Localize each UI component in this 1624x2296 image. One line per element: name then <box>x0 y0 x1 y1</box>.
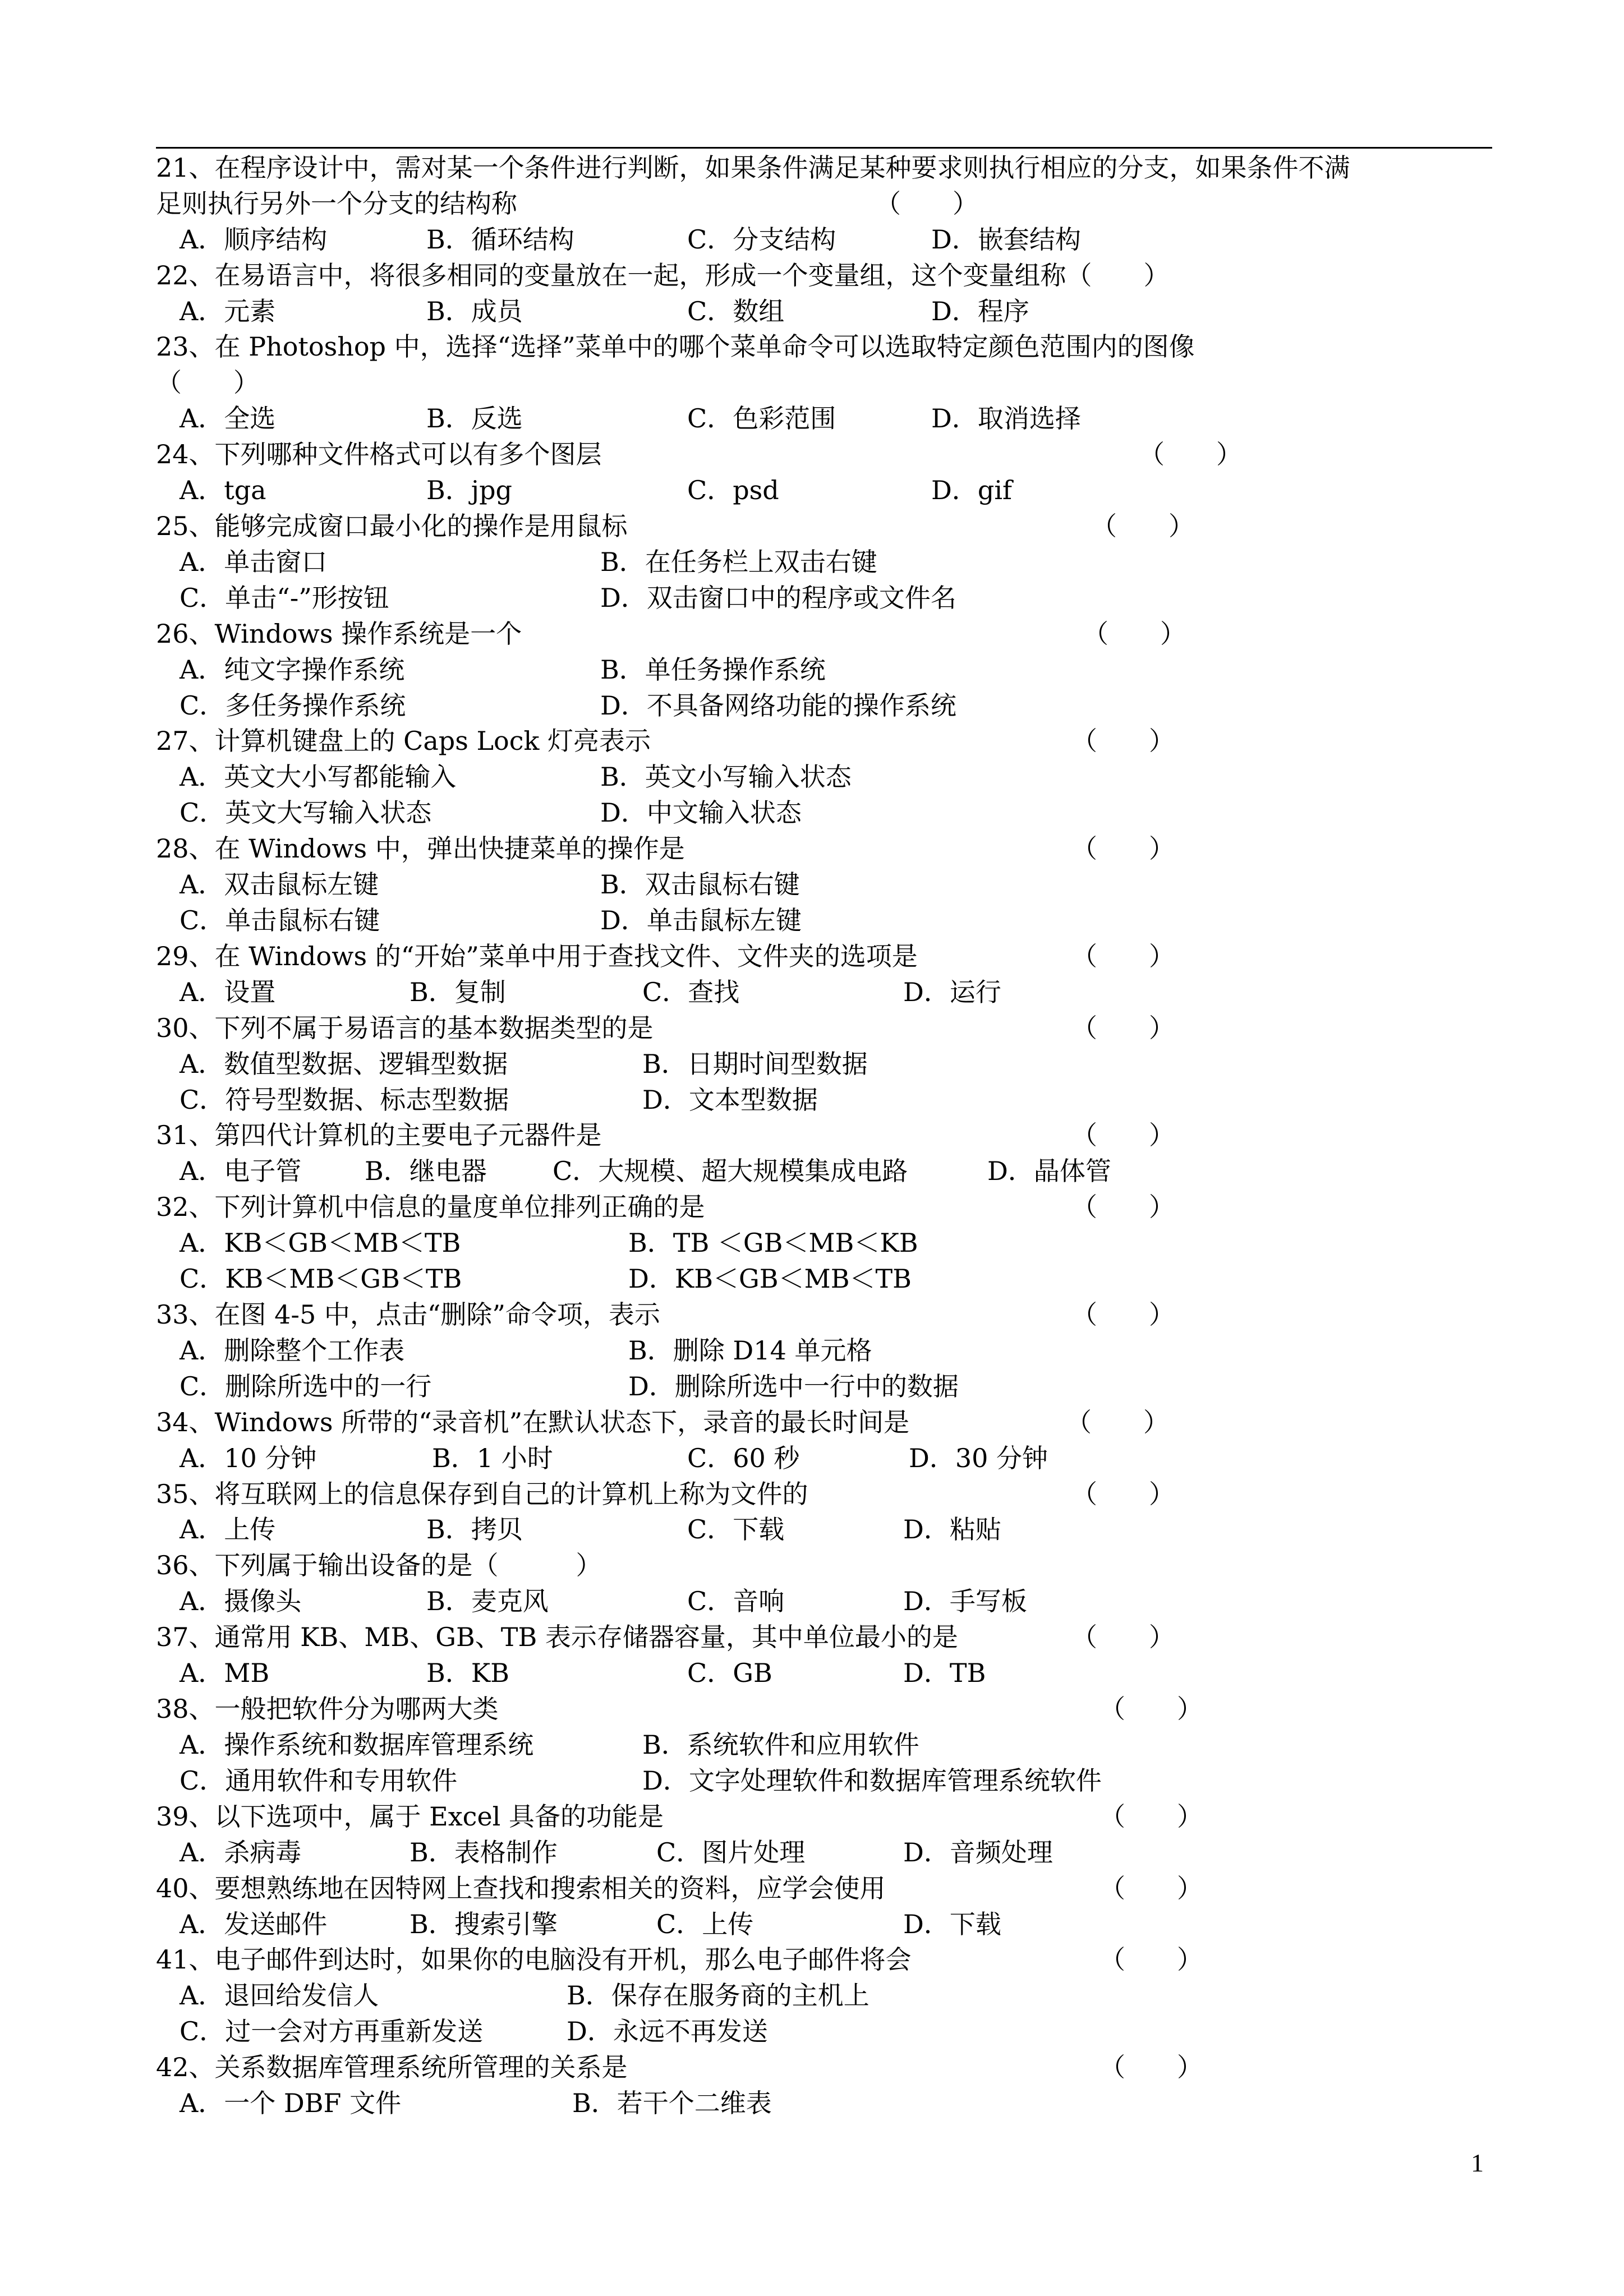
answer-option: B．jpg <box>426 475 512 505</box>
question-stem: 34、Windows 所带的“录音机”在默认状态下，录音的最长时间是 <box>156 1407 910 1437</box>
answer-option: A．KB＜GB＜MB＜TB <box>180 1228 461 1258</box>
answer-option: D．中文输入状态 <box>600 797 802 828</box>
answer-option: A．MB <box>180 1658 270 1688</box>
header-rule <box>156 147 1492 149</box>
answer-option: C．数组 <box>687 296 785 326</box>
answer-option: D．双击窗口中的程序或文件名 <box>600 583 956 613</box>
question-stem: 29、在 Windows 的“开始”菜单中用于查找文件、文件夹的选项是 <box>156 941 918 971</box>
answer-option: C．音响 <box>687 1586 785 1616</box>
answer-option: C．删除所选中的一行 <box>180 1371 432 1401</box>
answer-option: C．分支结构 <box>687 224 836 255</box>
answer-option: D．文字处理软件和数据库管理系统软件 <box>642 1765 1102 1796</box>
page-number: 1 <box>1471 2149 1484 2177</box>
answer-option: A．杀病毒 <box>180 1837 302 1868</box>
answer-option: B．若干个二维表 <box>572 2088 772 2118</box>
answer-blank: （ ） <box>1099 1801 1203 1832</box>
answer-option: B．KB <box>426 1658 509 1688</box>
answer-blank: （ ） <box>1071 1120 1175 1150</box>
answer-option: D．文本型数据 <box>642 1085 818 1115</box>
answer-option: C．单击“-”形按钮 <box>180 583 389 613</box>
answer-blank: （ ） <box>1083 619 1186 649</box>
answer-blank: （ ） <box>1071 833 1175 864</box>
answer-option: A．删除整个工作表 <box>180 1335 405 1366</box>
question-stem: 39、以下选项中，属于 Excel 具备的功能是 <box>156 1801 664 1832</box>
answer-option: B．保存在服务商的主机上 <box>567 1980 869 2011</box>
answer-option: C．psd <box>687 475 779 505</box>
answer-blank: （ ） <box>1099 1944 1203 1975</box>
answer-option: A．摄像头 <box>180 1586 302 1616</box>
answer-option: A．操作系统和数据库管理系统 <box>180 1730 534 1760</box>
answer-option: D．永远不再发送 <box>567 2016 768 2046</box>
answer-option: D．下载 <box>903 1909 1001 1939</box>
answer-option: D．单击鼠标左键 <box>600 905 802 935</box>
answer-option: D．TB <box>903 1658 986 1688</box>
question-stem: 23、在 Photoshop 中，选择“选择”菜单中的哪个菜单命令可以选取特定颜色范围内的图像 <box>156 331 1195 362</box>
answer-option: A．10 分钟 <box>180 1443 317 1473</box>
answer-option: B．反选 <box>426 403 523 434</box>
answer-option: B．在任务栏上双击右键 <box>600 547 877 577</box>
answer-option: D．嵌套结构 <box>931 224 1081 255</box>
answer-blank: （ ） <box>1099 1873 1203 1903</box>
answer-option: B．循环结构 <box>426 224 574 255</box>
answer-option: A．纯文字操作系统 <box>180 654 405 685</box>
question-stem: 25、能够完成窗口最小化的操作是用鼠标 <box>156 511 628 541</box>
answer-option: A．退回给发信人 <box>180 1980 379 2011</box>
answer-blank: （ ） <box>875 188 978 219</box>
question-stem: 37、通常用 KB、MB、GB、TB 表示存储器容量，其中单位最小的是 <box>156 1622 958 1652</box>
answer-option: D．音频处理 <box>903 1837 1053 1868</box>
answer-option: A．顺序结构 <box>180 224 328 255</box>
answer-option: C．KB＜MB＜GB＜TB <box>180 1264 462 1294</box>
answer-option: A．双击鼠标左键 <box>180 869 379 900</box>
answer-option: D．gif <box>931 475 1013 505</box>
answer-blank: （ ） <box>1139 439 1242 469</box>
answer-option: B．1 小时 <box>432 1443 553 1473</box>
question-stem: 31、第四代计算机的主要电子元器件是 <box>156 1120 602 1150</box>
question-stem: 24、下列哪种文件格式可以有多个图层 <box>156 439 602 469</box>
question-stem: 22、在易语言中，将很多相同的变量放在一起，形成一个变量组，这个变量组称（ ） <box>156 260 1170 291</box>
question-stem: 38、一般把软件分为哪两大类 <box>156 1694 499 1724</box>
answer-option: A．一个 DBF 文件 <box>180 2088 402 2118</box>
answer-option: B．日期时间型数据 <box>642 1049 868 1079</box>
question-stem: 27、计算机键盘上的 Caps Lock 灯亮表示 <box>156 726 651 756</box>
answer-blank: （ ） <box>1071 1479 1175 1509</box>
answer-option: C．通用软件和专用软件 <box>180 1765 458 1796</box>
answer-blank: （ ） <box>1071 941 1175 971</box>
question-stem: 32、下列计算机中信息的量度单位排列正确的是 <box>156 1192 705 1222</box>
answer-option: C．色彩范围 <box>687 403 836 434</box>
answer-blank: （ ） <box>1099 1694 1203 1724</box>
answer-option: A．电子管 <box>180 1156 302 1186</box>
answer-option: D．30 分钟 <box>909 1443 1048 1473</box>
question-stem: 41、电子邮件到达时，如果你的电脑没有开机，那么电子邮件将会 <box>156 1944 912 1975</box>
answer-option: B．删除 D14 单元格 <box>628 1335 872 1366</box>
answer-option: A．全选 <box>180 403 276 434</box>
question-stem: 42、关系数据库管理系统所管理的关系是 <box>156 2052 628 2082</box>
answer-option: B．搜索引擎 <box>410 1909 558 1939</box>
answer-option: A．上传 <box>180 1514 276 1545</box>
question-stem: 足则执行另外一个分支的结构称 <box>156 188 517 219</box>
question-stem: 26、Windows 操作系统是一个 <box>156 619 522 649</box>
answer-option: C．符号型数据、标志型数据 <box>180 1085 509 1115</box>
answer-option: D．删除所选中一行中的数据 <box>628 1371 959 1401</box>
answer-option: C．上传 <box>656 1909 754 1939</box>
answer-option: B．单任务操作系统 <box>600 654 826 685</box>
question-stem: 33、在图 4-5 中，点击“删除”命令项，表示 <box>156 1299 660 1330</box>
question-stem: 28、在 Windows 中，弹出快捷菜单的操作是 <box>156 833 685 864</box>
answer-option: A．单击窗口 <box>180 547 328 577</box>
answer-option: B．系统软件和应用软件 <box>642 1730 919 1760</box>
answer-option: B．复制 <box>410 977 506 1007</box>
answer-option: B．TB ＜GB＜MB＜KB <box>628 1228 918 1258</box>
answer-option: D．取消选择 <box>931 403 1081 434</box>
answer-option: A．元素 <box>180 296 276 326</box>
question-stem: 30、下列不属于易语言的基本数据类型的是 <box>156 1013 654 1043</box>
answer-option: C．60 秒 <box>687 1443 800 1473</box>
answer-option: D．晶体管 <box>987 1156 1111 1186</box>
answer-option: B．拷贝 <box>426 1514 523 1545</box>
question-stem: 21、在程序设计中，需对某一个条件进行判断，如果条件满足某种要求则执行相应的分支，如果条件不满 <box>156 153 1350 183</box>
question-stem: 36、下列属于输出设备的是（ ） <box>156 1550 602 1580</box>
answer-option: B．表格制作 <box>410 1837 558 1868</box>
answer-option: C．大规模、超大规模集成电路 <box>553 1156 908 1186</box>
answer-blank: （ ） <box>1091 511 1194 541</box>
question-stem: （ ） <box>156 367 259 398</box>
answer-option: C．英文大写输入状态 <box>180 797 432 828</box>
question-stem: 40、要想熟练地在因特网上查找和搜索相关的资料，应学会使用 <box>156 1873 886 1903</box>
answer-option: D．运行 <box>903 977 1001 1007</box>
answer-option: C．查找 <box>642 977 740 1007</box>
answer-option: B．麦克风 <box>426 1586 549 1616</box>
answer-option: C．单击鼠标右键 <box>180 905 380 935</box>
answer-option: B．成员 <box>426 296 523 326</box>
answer-option: B．英文小写输入状态 <box>600 762 852 792</box>
answer-option: C．下载 <box>687 1514 785 1545</box>
answer-option: D．粘贴 <box>903 1514 1001 1545</box>
question-stem: 35、将互联网上的信息保存到自己的计算机上称为文件的 <box>156 1479 808 1509</box>
answer-option: A．发送邮件 <box>180 1909 328 1939</box>
answer-option: D．手写板 <box>903 1586 1027 1616</box>
answer-option: C．图片处理 <box>656 1837 806 1868</box>
answer-option: B．继电器 <box>365 1156 487 1186</box>
answer-option: D．不具备网络功能的操作系统 <box>600 690 956 721</box>
answer-option: D．KB＜GB＜MB＜TB <box>628 1264 912 1294</box>
answer-blank: （ ） <box>1071 1192 1175 1222</box>
answer-blank: （ ） <box>1071 1299 1175 1330</box>
answer-option: D．程序 <box>931 296 1029 326</box>
answer-option: C．多任务操作系统 <box>180 690 406 721</box>
answer-blank: （ ） <box>1071 726 1175 756</box>
answer-blank: （ ） <box>1071 1622 1175 1652</box>
answer-blank: （ ） <box>1099 2052 1203 2082</box>
answer-option: A．设置 <box>180 977 276 1007</box>
answer-option: A．数值型数据、逻辑型数据 <box>180 1049 508 1079</box>
answer-option: C．过一会对方再重新发送 <box>180 2016 484 2046</box>
answer-option: A．英文大小写都能输入 <box>180 762 457 792</box>
answer-option: A．tga <box>180 475 266 505</box>
answer-blank: （ ） <box>1071 1013 1175 1043</box>
answer-option: C．GB <box>687 1658 772 1688</box>
answer-option: B．双击鼠标右键 <box>600 869 800 900</box>
answer-blank: （ ） <box>1066 1407 1169 1437</box>
